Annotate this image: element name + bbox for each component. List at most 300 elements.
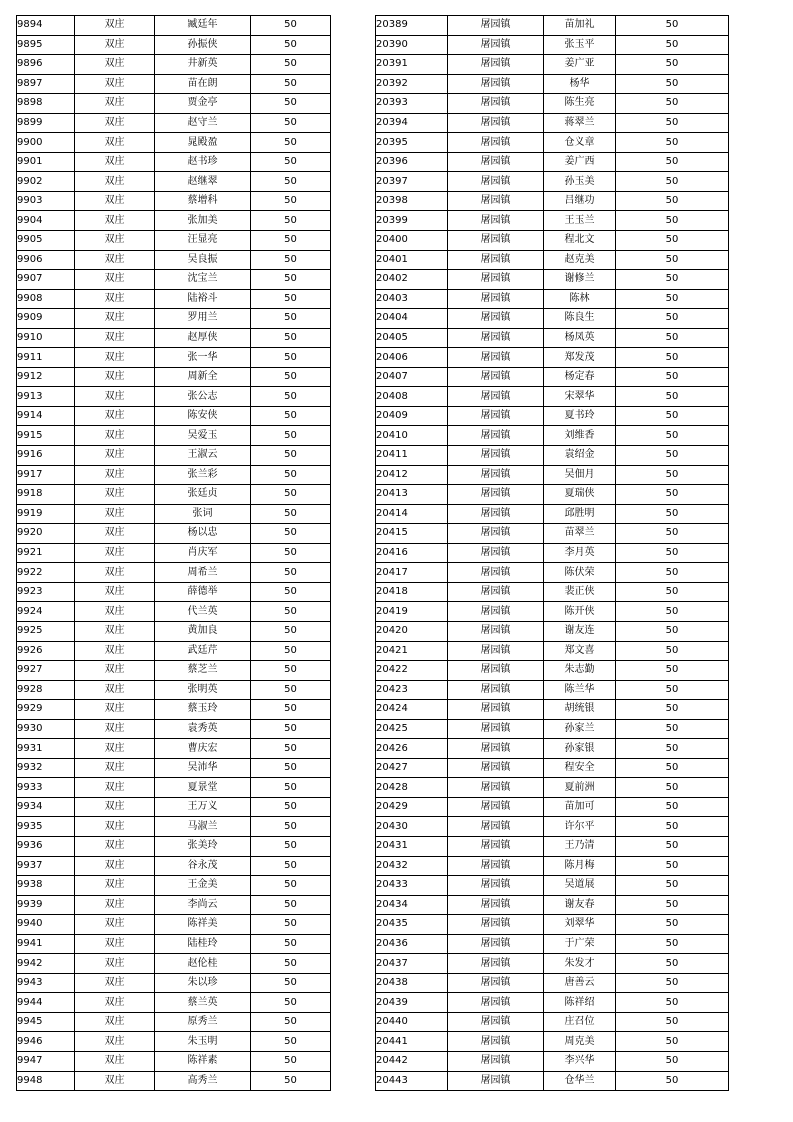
name-cell: 陈祥绍 [544,993,616,1013]
table-row [17,387,331,407]
record-id-cell: 9895 [17,35,75,55]
record-id-cell: 9935 [17,817,75,837]
town-cell: 屠园镇 [448,973,544,993]
town-cell: 双庄 [75,954,155,974]
name-cell: 高秀兰 [155,1071,251,1091]
town-cell: 双庄 [75,348,155,368]
table-row [376,661,729,681]
record-id-cell: 20426 [376,739,448,759]
town-cell: 屠园镇 [448,993,544,1013]
table-row [17,504,331,524]
amount-cell: 50 [251,74,331,94]
table-row [17,55,331,75]
record-id-cell: 9942 [17,954,75,974]
amount-cell: 50 [251,641,331,661]
town-cell: 双庄 [75,55,155,75]
name-cell: 陈兰华 [544,680,616,700]
name-cell: 陈良生 [544,309,616,329]
record-id-cell: 20389 [376,16,448,36]
amount-cell: 50 [251,387,331,407]
town-cell: 双庄 [75,387,155,407]
amount-cell: 50 [251,55,331,75]
name-cell: 周克美 [544,1032,616,1052]
name-cell: 沈宝兰 [155,270,251,290]
table-row [17,797,331,817]
town-cell: 双庄 [75,661,155,681]
record-id-cell: 20411 [376,446,448,466]
town-cell: 屠园镇 [448,797,544,817]
name-cell: 张明英 [155,680,251,700]
table-row [376,211,729,231]
name-cell: 裴正侠 [544,582,616,602]
town-cell: 屠园镇 [448,817,544,837]
name-cell: 庄召位 [544,1012,616,1032]
table-row [17,973,331,993]
record-id-cell: 20425 [376,719,448,739]
record-id-cell: 20440 [376,1012,448,1032]
table-row [17,74,331,94]
table-row [17,582,331,602]
name-cell: 吴沛华 [155,758,251,778]
table-row [376,934,729,954]
amount-cell: 50 [616,856,729,876]
amount-cell: 50 [616,211,729,231]
amount-cell: 50 [616,485,729,505]
name-cell: 罗用兰 [155,309,251,329]
town-cell: 双庄 [75,602,155,622]
amount-cell: 50 [616,641,729,661]
name-cell: 黄加良 [155,621,251,641]
record-id-cell: 9918 [17,485,75,505]
amount-cell: 50 [251,836,331,856]
name-cell: 夏书玲 [544,406,616,426]
record-id-cell: 20390 [376,35,448,55]
table-row [376,348,729,368]
town-cell: 双庄 [75,465,155,485]
town-cell: 屠园镇 [448,289,544,309]
name-cell: 张一华 [155,348,251,368]
record-id-cell: 9927 [17,661,75,681]
name-cell: 吴良振 [155,250,251,270]
name-cell: 赵守兰 [155,113,251,133]
town-cell: 屠园镇 [448,1012,544,1032]
town-cell: 双庄 [75,797,155,817]
table-row [17,1012,331,1032]
record-id-cell: 20410 [376,426,448,446]
table-row [17,191,331,211]
town-cell: 屠园镇 [448,582,544,602]
table-row [376,446,729,466]
record-id-cell: 20414 [376,504,448,524]
amount-cell: 50 [616,621,729,641]
town-cell: 屠园镇 [448,35,544,55]
name-cell: 王金美 [155,876,251,896]
amount-cell: 50 [616,817,729,837]
town-cell: 双庄 [75,1012,155,1032]
amount-cell: 50 [616,797,729,817]
table-row [376,954,729,974]
table-row [17,680,331,700]
table-row [376,113,729,133]
amount-cell: 50 [251,954,331,974]
table-row [376,993,729,1013]
town-cell: 屠园镇 [448,700,544,720]
amount-cell: 50 [616,74,729,94]
record-id-cell: 20396 [376,152,448,172]
name-cell: 张公志 [155,387,251,407]
table-row [376,582,729,602]
town-cell: 双庄 [75,113,155,133]
table-row [17,739,331,759]
table-row [17,934,331,954]
record-id-cell: 9928 [17,680,75,700]
amount-cell: 50 [251,270,331,290]
town-cell: 屠园镇 [448,152,544,172]
name-cell: 吴爱玉 [155,426,251,446]
name-cell: 苗加礼 [544,16,616,36]
amount-cell: 50 [251,328,331,348]
table-row [376,1051,729,1071]
left-roster-table [16,15,331,1091]
town-cell: 屠园镇 [448,1032,544,1052]
record-id-cell: 20420 [376,621,448,641]
town-cell: 屠园镇 [448,661,544,681]
record-id-cell: 20427 [376,758,448,778]
record-id-cell: 9922 [17,563,75,583]
record-id-cell: 9917 [17,465,75,485]
amount-cell: 50 [616,563,729,583]
table-row [17,309,331,329]
table-row [376,524,729,544]
town-cell: 双庄 [75,16,155,36]
record-id-cell: 20424 [376,700,448,720]
amount-cell: 50 [616,739,729,759]
name-cell: 张词 [155,504,251,524]
record-id-cell: 9908 [17,289,75,309]
amount-cell: 50 [616,231,729,251]
name-cell: 吕继功 [544,191,616,211]
name-cell: 程安全 [544,758,616,778]
town-cell: 屠园镇 [448,954,544,974]
town-cell: 双庄 [75,876,155,896]
record-id-cell: 9943 [17,973,75,993]
table-row [17,113,331,133]
record-id-cell: 9945 [17,1012,75,1032]
amount-cell: 50 [251,191,331,211]
amount-cell: 50 [616,328,729,348]
amount-cell: 50 [251,719,331,739]
name-cell: 杨凤英 [544,328,616,348]
amount-cell: 50 [616,191,729,211]
town-cell: 屠园镇 [448,113,544,133]
name-cell: 孙玉美 [544,172,616,192]
name-cell: 姜广西 [544,152,616,172]
record-id-cell: 20399 [376,211,448,231]
record-id-cell: 9948 [17,1071,75,1091]
name-cell: 贾金亭 [155,94,251,114]
name-cell: 井新英 [155,55,251,75]
town-cell: 屠园镇 [448,309,544,329]
record-id-cell: 9937 [17,856,75,876]
table-row [376,309,729,329]
amount-cell: 50 [616,348,729,368]
table-row [17,485,331,505]
record-id-cell: 9913 [17,387,75,407]
record-id-cell: 20405 [376,328,448,348]
table-row [17,348,331,368]
town-cell: 屠园镇 [448,328,544,348]
amount-cell: 50 [251,993,331,1013]
name-cell: 张兰彩 [155,465,251,485]
table-row [376,16,729,36]
table-row [17,35,331,55]
town-cell: 双庄 [75,582,155,602]
table-row [17,1051,331,1071]
table-row [376,231,729,251]
record-id-cell: 20408 [376,387,448,407]
amount-cell: 50 [251,758,331,778]
table-row [17,661,331,681]
town-cell: 双庄 [75,563,155,583]
amount-cell: 50 [251,700,331,720]
record-id-cell: 20442 [376,1051,448,1071]
amount-cell: 50 [251,465,331,485]
name-cell: 郑文喜 [544,641,616,661]
table-row [376,856,729,876]
record-id-cell: 9946 [17,1032,75,1052]
table-row [376,152,729,172]
record-id-cell: 20437 [376,954,448,974]
amount-cell: 50 [251,94,331,114]
record-id-cell: 9919 [17,504,75,524]
record-id-cell: 9933 [17,778,75,798]
table-row [17,563,331,583]
record-id-cell: 20435 [376,915,448,935]
amount-cell: 50 [251,485,331,505]
amount-cell: 50 [251,367,331,387]
town-cell: 屠园镇 [448,348,544,368]
record-id-cell: 20400 [376,231,448,251]
name-cell: 朱玉明 [155,1032,251,1052]
town-cell: 双庄 [75,641,155,661]
name-cell: 王万义 [155,797,251,817]
town-cell: 屠园镇 [448,406,544,426]
name-cell: 吴道展 [544,876,616,896]
town-cell: 双庄 [75,915,155,935]
amount-cell: 50 [616,895,729,915]
town-cell: 双庄 [75,1032,155,1052]
amount-cell: 50 [616,582,729,602]
name-cell: 蔡兰英 [155,993,251,1013]
record-id-cell: 9921 [17,543,75,563]
record-id-cell: 20418 [376,582,448,602]
record-id-cell: 20432 [376,856,448,876]
amount-cell: 50 [616,55,729,75]
record-id-cell: 20431 [376,836,448,856]
town-cell: 屠园镇 [448,602,544,622]
name-cell: 苗翠兰 [544,524,616,544]
town-cell: 屠园镇 [448,485,544,505]
record-id-cell: 20393 [376,94,448,114]
amount-cell: 50 [251,876,331,896]
table-row [17,94,331,114]
record-id-cell: 20441 [376,1032,448,1052]
table-row [17,250,331,270]
town-cell: 双庄 [75,817,155,837]
record-id-cell: 20419 [376,602,448,622]
record-id-cell: 20407 [376,367,448,387]
amount-cell: 50 [251,973,331,993]
town-cell: 双庄 [75,426,155,446]
name-cell: 于广荣 [544,934,616,954]
record-id-cell: 20401 [376,250,448,270]
name-cell: 张廷贞 [155,485,251,505]
name-cell: 仓华兰 [544,1071,616,1091]
name-cell: 蔡芝兰 [155,661,251,681]
record-id-cell: 9903 [17,191,75,211]
table-row [376,543,729,563]
amount-cell: 50 [251,406,331,426]
amount-cell: 50 [616,758,729,778]
town-cell: 双庄 [75,250,155,270]
name-cell: 武廷芹 [155,641,251,661]
record-id-cell: 20416 [376,543,448,563]
name-cell: 赵继翠 [155,172,251,192]
amount-cell: 50 [616,876,729,896]
record-id-cell: 20391 [376,55,448,75]
amount-cell: 50 [251,817,331,837]
name-cell: 陈林 [544,289,616,309]
table-row [17,524,331,544]
name-cell: 刘维香 [544,426,616,446]
amount-cell: 50 [616,602,729,622]
amount-cell: 50 [251,856,331,876]
amount-cell: 50 [251,621,331,641]
table-row [376,680,729,700]
amount-cell: 50 [251,309,331,329]
name-cell: 陆桂玲 [155,934,251,954]
table-row [376,367,729,387]
name-cell: 朱以珍 [155,973,251,993]
record-id-cell: 20433 [376,876,448,896]
town-cell: 屠园镇 [448,446,544,466]
amount-cell: 50 [616,661,729,681]
table-row [376,719,729,739]
record-id-cell: 20428 [376,778,448,798]
table-row [376,1032,729,1052]
town-cell: 双庄 [75,543,155,563]
table-row [17,700,331,720]
town-cell: 屠园镇 [448,856,544,876]
town-cell: 双庄 [75,719,155,739]
table-row [376,876,729,896]
record-id-cell: 9931 [17,739,75,759]
record-id-cell: 20402 [376,270,448,290]
table-row [17,876,331,896]
amount-cell: 50 [616,973,729,993]
town-cell: 双庄 [75,739,155,759]
table-row [376,133,729,153]
record-id-cell: 9899 [17,113,75,133]
amount-cell: 50 [616,1051,729,1071]
amount-cell: 50 [616,524,729,544]
table-row [17,993,331,1013]
amount-cell: 50 [616,778,729,798]
record-id-cell: 9944 [17,993,75,1013]
table-row [17,719,331,739]
table-row [376,465,729,485]
record-id-cell: 9932 [17,758,75,778]
record-id-cell: 9916 [17,446,75,466]
record-id-cell: 9910 [17,328,75,348]
amount-cell: 50 [251,504,331,524]
name-cell: 刘翠华 [544,915,616,935]
amount-cell: 50 [616,426,729,446]
right-roster-body [376,16,729,1091]
town-cell: 屠园镇 [448,895,544,915]
amount-cell: 50 [251,934,331,954]
amount-cell: 50 [616,1012,729,1032]
name-cell: 张玉平 [544,35,616,55]
name-cell: 孙家兰 [544,719,616,739]
town-cell: 屠园镇 [448,16,544,36]
record-id-cell: 20421 [376,641,448,661]
record-id-cell: 9898 [17,94,75,114]
name-cell: 许尔平 [544,817,616,837]
table-row [17,1071,331,1091]
town-cell: 双庄 [75,836,155,856]
town-cell: 双庄 [75,973,155,993]
record-id-cell: 9904 [17,211,75,231]
record-id-cell: 20423 [376,680,448,700]
record-id-cell: 9938 [17,876,75,896]
table-row [17,328,331,348]
record-id-cell: 20412 [376,465,448,485]
name-cell: 晁殿盈 [155,133,251,153]
name-cell: 马淑兰 [155,817,251,837]
name-cell: 代兰英 [155,602,251,622]
record-id-cell: 9926 [17,641,75,661]
record-id-cell: 20395 [376,133,448,153]
record-id-cell: 20409 [376,406,448,426]
amount-cell: 50 [616,465,729,485]
town-cell: 双庄 [75,211,155,231]
name-cell: 唐善云 [544,973,616,993]
record-id-cell: 9920 [17,524,75,544]
table-row [376,387,729,407]
record-id-cell: 9941 [17,934,75,954]
table-row [376,778,729,798]
name-cell: 薛德举 [155,582,251,602]
name-cell: 胡统银 [544,700,616,720]
table-row [17,133,331,153]
record-id-cell: 9934 [17,797,75,817]
record-id-cell: 20438 [376,973,448,993]
town-cell: 屠园镇 [448,504,544,524]
amount-cell: 50 [251,1012,331,1032]
table-row [376,191,729,211]
record-id-cell: 9923 [17,582,75,602]
amount-cell: 50 [616,700,729,720]
amount-cell: 50 [251,680,331,700]
town-cell: 屠园镇 [448,74,544,94]
name-cell: 夏景堂 [155,778,251,798]
amount-cell: 50 [616,270,729,290]
amount-cell: 50 [616,504,729,524]
town-cell: 屠园镇 [448,680,544,700]
amount-cell: 50 [251,172,331,192]
town-cell: 双庄 [75,680,155,700]
